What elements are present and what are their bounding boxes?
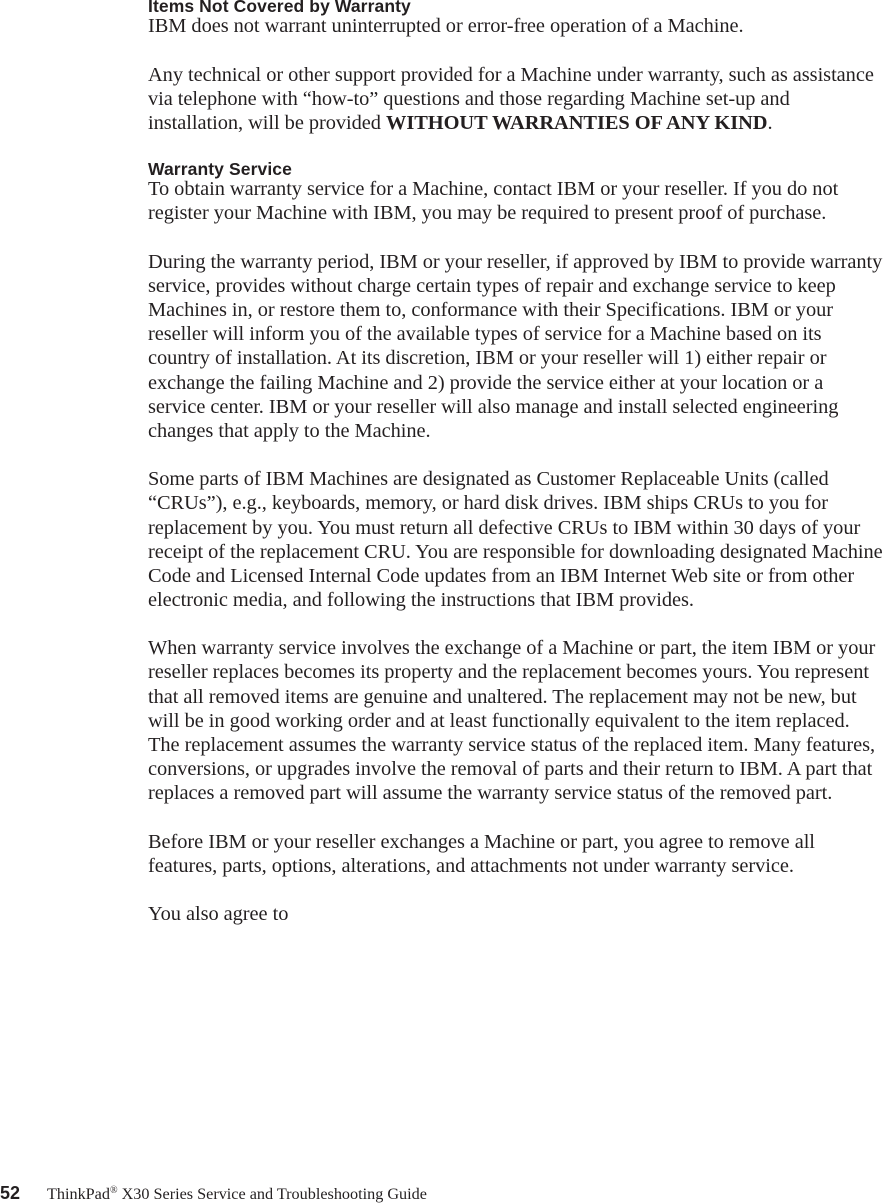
support-end: .	[767, 111, 773, 134]
paragraph-exchange: When warranty service involves the exchange of a Machine or part, the item IBM or your reseller replaces becomes its property and the replacement becomes yours. You represent that all removed items are genuine and unaltered. The replacement may not be new, but will be in good working order and at least functionally equivalent to the item replaced. The replacement assumes the warranty service status of the replaced item. Many features, conversions, or upgrades involve the removal of parts and their return to IBM. A part that replaces a removed part will assume the warranty service status of the removed part.	[148, 637, 876, 804]
page-number: 52	[0, 1183, 21, 1203]
page-content	[148, 0, 883, 951]
section-heading-warranty-service: Warranty Service	[148, 159, 292, 180]
paragraph-remove-features: Before IBM or your reseller exchanges a Machine or part, you agree to remove all features, parts, options, alterations, and attachments not under warranty service.	[148, 830, 815, 877]
paragraph-technical-support	[148, 63, 883, 135]
registered-mark: ®	[109, 1185, 118, 1196]
paragraph-also-agree: You also agree to	[148, 903, 289, 926]
support-bold-text: WITHOUT WARRANTIES OF ANY KIND	[386, 111, 768, 134]
footer-title-suffix: X30 Series Service and Troubleshooting Guide	[117, 1185, 427, 1203]
section-heading-items-not-covered: Items Not Covered by Warranty	[148, 0, 411, 16]
paragraph-obtain-service: To obtain warranty service for a Machine, contact IBM or your reseller. If you do not register your Machine with IBM, you may be required to present proof of purchase.	[148, 178, 839, 225]
paragraph-no-warranty-operation: IBM does not warrant uninterrupted or error-free operation of a Machine.	[148, 15, 744, 37]
footer-title-prefix: ThinkPad	[47, 1185, 110, 1203]
paragraph-warranty-period: During the warranty period, IBM or your reseller, if approved by IBM to provide warranty service, provides without charge certain types of repair and exchange service to keep Machines in, or restore them to, conformance with their Specifications. IBM or your reseller will inform you of the available types of service for a Machine based on its country of installation. At its discretion, IBM or your reseller will 1) either repair or exchange the failing Machine and 2) provide the service either at your location or a service center. IBM or your reseller will also manage and install selected engineering changes that apply to the Machine.	[148, 251, 883, 442]
page-footer	[0, 1182, 887, 1204]
footer-title	[47, 1184, 427, 1204]
support-text: Any technical or other support provided for a Machine under warranty, such as assistance via telephone with “how-to” questions and those regarding Machine set-up and installation, will be provided	[148, 63, 874, 134]
paragraph-cru: Some parts of IBM Machines are designated as Customer Replaceable Units (called “CRUs”), e.g., keyboards, memory, or hard disk drives. IBM ships CRUs to you for replacement by you. You must return all defective CRUs to IBM within 30 days of your receipt of the replacement CRU. You are responsible for downloading designated Machine Code and Licensed Internal Code updates from an IBM Internet Web site or from other electronic media, and following the instructions that IBM provides.	[148, 468, 883, 611]
